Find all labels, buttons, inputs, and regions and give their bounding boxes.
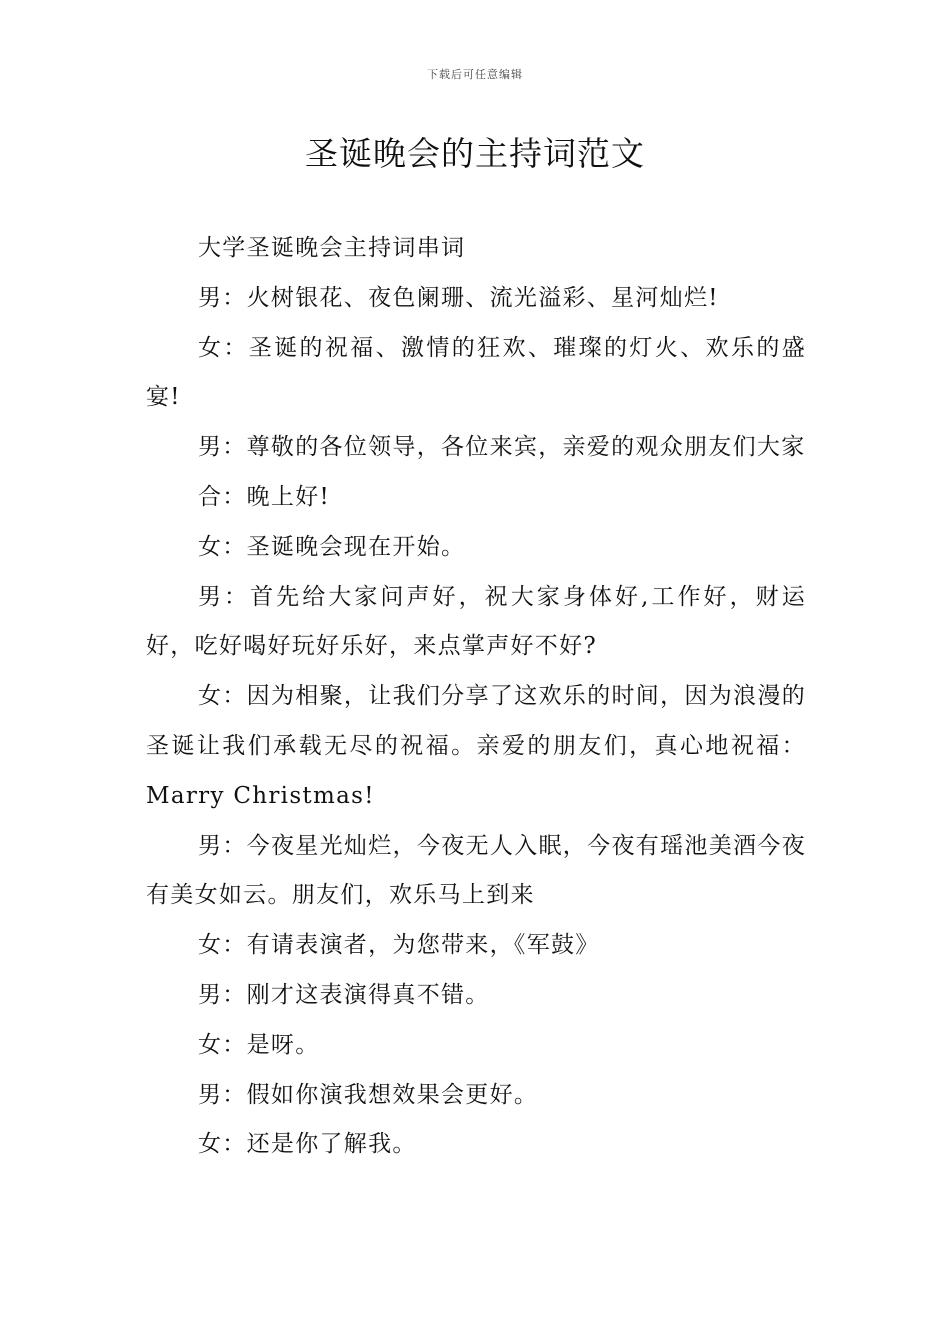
paragraph: 女：圣诞的祝福、激情的狂欢、璀璨的灯火、欢乐的盛宴! — [146, 334, 806, 411]
paragraph: 女：圣诞晚会现在开始。 — [198, 533, 466, 560]
paragraph: 男：今夜星光灿烂，今夜无人入眠，今夜有瑶池美酒今夜有美女如云。朋友们，欢乐马上到来 — [146, 832, 806, 909]
paragraph: 男：火树银花、夜色阑珊、流光溢彩、星河灿烂! — [198, 284, 719, 311]
paragraph: 女：还是你了解我。 — [198, 1131, 417, 1158]
paragraph: 女：有请表演者，为您带来，《军鼓》 — [198, 932, 600, 959]
paragraph: 女：是呀。 — [198, 1031, 320, 1058]
page-header-note: 下载后可任意编辑 — [427, 68, 523, 81]
paragraph: 合：晚上好! — [198, 483, 331, 510]
paragraph: 男：首先给大家问声好，祝大家身体好,工作好，财运好，吃好喝好玩好乐好，来点掌声好不好? — [146, 583, 806, 660]
paragraph: 男：尊敬的各位领导，各位来宾，亲爱的观众朋友们大家 — [198, 434, 806, 461]
paragraph: 大学圣诞晚会主持词串词 — [198, 235, 466, 261]
paragraph: 男：假如你演我想效果会更好。 — [198, 1081, 539, 1108]
document-body — [146, 224, 806, 1170]
paragraph: 男：刚才这表演得真不错。 — [198, 981, 490, 1008]
paragraph: 女：因为相聚，让我们分享了这欢乐的时间，因为浪漫的圣诞让我们承载无尽的祝福。亲爱的朋友们，真心地祝福：Marry Christmas! — [146, 683, 806, 809]
document-title: 圣诞晚会的主持词范文 — [305, 134, 645, 173]
